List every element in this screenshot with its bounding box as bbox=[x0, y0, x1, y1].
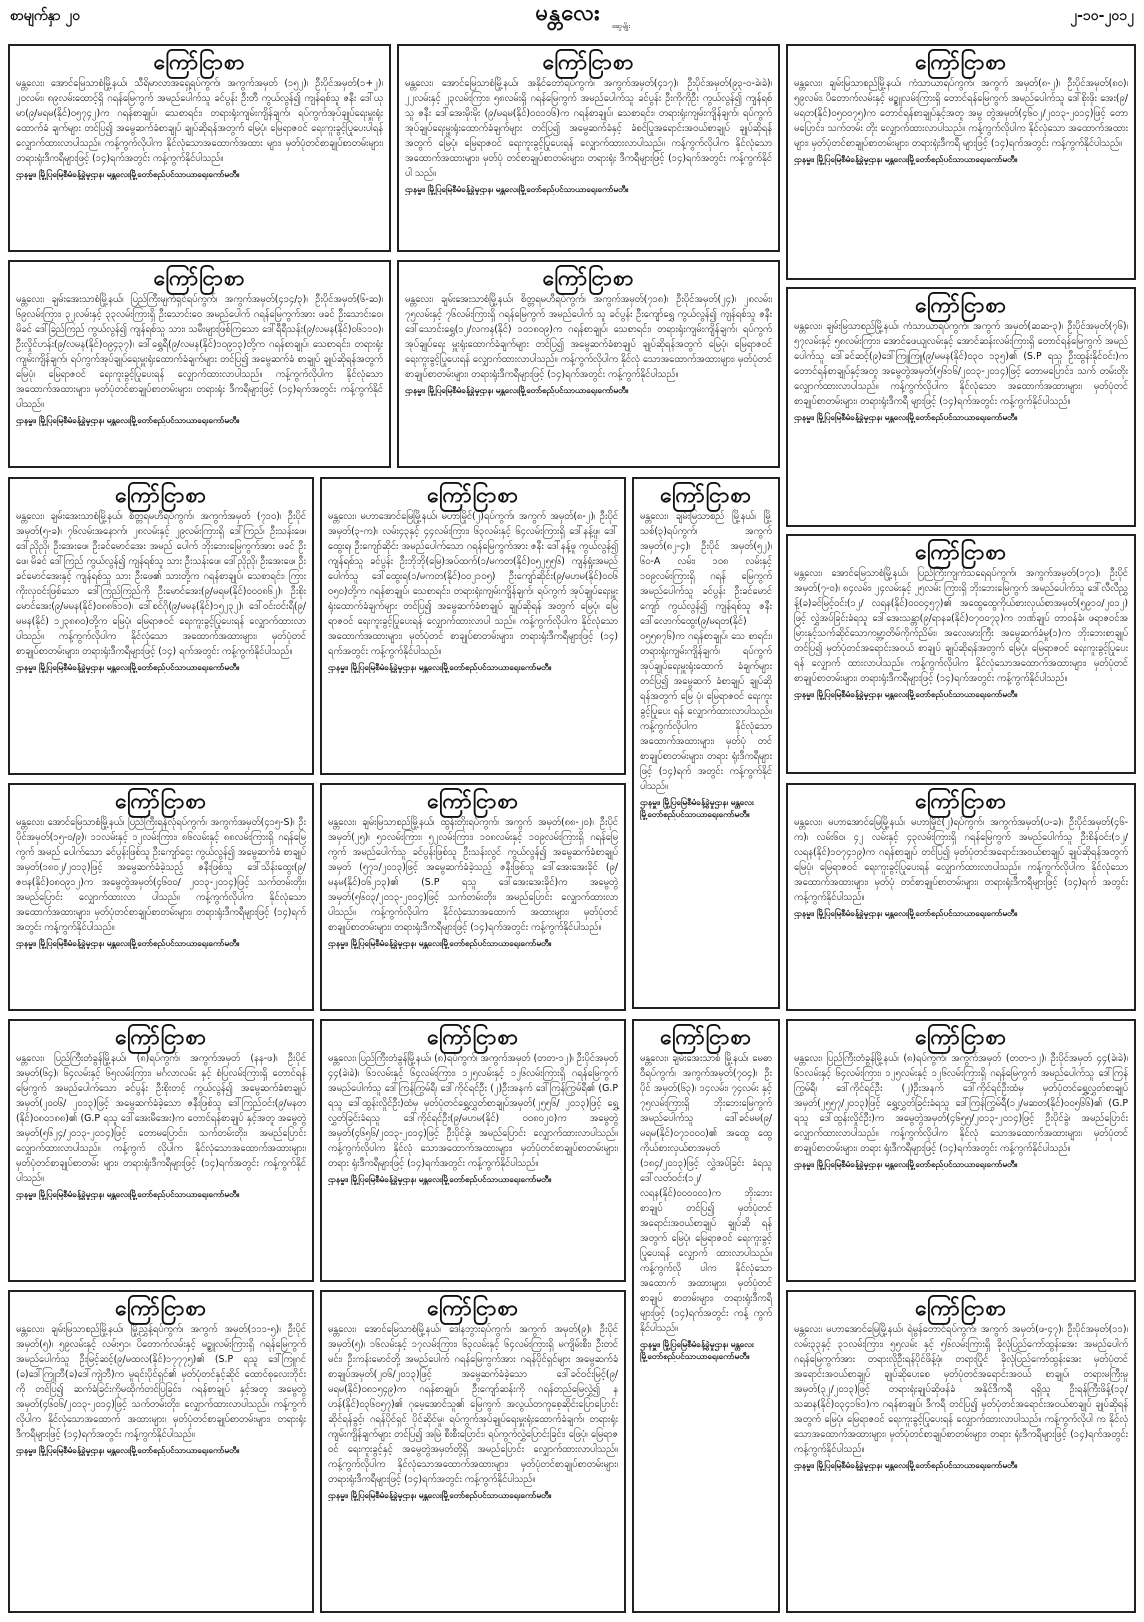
notice-card bbox=[632, 1019, 780, 1613]
notice-title: ကြော်ငြာစာ bbox=[427, 483, 519, 507]
notice-card bbox=[397, 44, 780, 252]
page-number: စာမျက်နှာ ၂၀ bbox=[10, 8, 81, 24]
notice-signature: ဌာနမှူး၊ မြို့ပြမြေစီမံခန့်ခွဲမှုဌာန၊ မန္တလေးမြို့တော်စည်ပင်သာယာရေးကော်မတီ။ bbox=[794, 908, 1018, 918]
notice-title: ကြော်ငြာစာ bbox=[115, 789, 207, 813]
issue-date: ၂-၁၀-၂၀၁၂ bbox=[1070, 8, 1134, 24]
notice-body: မန္တလေး၊ ချမ်းအေးသာစံမြို့နယ်၊ စိတ္တရမဟီရပ်ကွက်၊ အကွက်အမှတ်(၇၁၈)၊ ဦးပိုင်အမှတ်(၂၄)၊ ၂၈လမ်း၊ ၇၅လမ်းနှင့် ၇၆လမ်းကြားရှိ ဂရန်မြေကွက် အမည်ပေါက် သူ ခင်ပွန်း ဦးကျော်ရွှေ ကွယ်လွန်၍ ကျန်ရစ်သူ ဇနီး ဒေါ်သောင်းရွှေ(၁၂/လကန(နိုင်) ၁၀၁၈၀၉)က ဂရန်စာချုပ်၊ သေစာရင်း၊ တရားရုံးကျမ်းကျိန်ချက်၊ ရပ်ကွက်အုပ်ချုပ်ရေး မှူးရုံးထောက်ခံချက်များ တင်ပြ၍ အမွေဆက်ခံစာချုပ် ချုပ်ဆိုရန်အတွက် မြေပုံ၊ မြေရာဇဝင် ရေးကူးခွင့်ပြုပေးရန် လျှောက်ထားလာပါသည်။ ကန့်ကွက်လိုပါက နိုင်လုံ သောအထောက်အထားများ၊ မှတ်ပုံတင်စာချုပ်စာတမ်းများ၊ တရားရုံးဒီကရီများဖြင့် (၁၄)ရက်အတွင်း ကန့်ကွက်နိုင်ပါသည်။ bbox=[405, 294, 772, 380]
notice-card bbox=[320, 1019, 626, 1282]
notice-card bbox=[786, 1290, 1136, 1613]
notice-signature: ဌာနမှူး၊ မြို့ပြမြေစီမံခန့်ခွဲမှုဌာန၊ မန္တလေးမြို့တော်စည်ပင်သာယာရေးကော်မတီ။ bbox=[16, 1189, 240, 1199]
notice-card bbox=[632, 477, 780, 1009]
notice-signature: ဌာနမှူး၊ မြို့ပြမြေစီမံခန့်ခွဲမှုဌာန၊ မန္တလေးမြို့တော်စည်ပင်သာယာရေးကော်မတီ။ bbox=[794, 1159, 1018, 1169]
notice-title: ကြော်ငြာစာ bbox=[153, 266, 246, 290]
notice-signature: ဌာနမှူး၊ မြို့ပြမြေစီမံခန့်ခွဲမှုဌာန၊ မန္တလေးမြို့တော်စည်ပင်သာယာရေးကော်မတီ။ bbox=[640, 1339, 754, 1361]
notice-card bbox=[8, 260, 391, 468]
notice-card bbox=[320, 477, 626, 775]
notice-body: မန္တလေး၊ အောင်မြေသာစံမြို့နယ်၊ သီရိမာလာအရှေ့ရပ်ကွက်၊ အကွက်အမှတ် (၁၅၂)၊ ဦးပိုင်အမှတ်(၁+၂)၊ ၂၀လမ်း၊ ၈၉လမ်းထောင့်ရှိ ဂရန်မြေကွက် အမည်ပေါက်သူ ခင်ပွန်း ဦးတီ ကွယ်လွန်၍ ကျန်ရစ်သူ ဇနီး ဒေါ်ယုမာ(၉/မရမ(နိုင်)၀၅၇၄၂)က ဂရန်စာချုပ်၊ သေစာရင်း၊ တရားရုံးကျမ်းကျိန်ချက်၊ ရပ်ကွက်အုပ်ချုပ်ရေးမှူးရုံးထောက်ခံ ချက်များ တင်ပြ၍ အမွေဆက်ခံစာချုပ် ချုပ်ဆိုရန်အတွက် မြေပုံ၊ မြေရာဇဝင် ရေးကူးခွင့်ပြုပေးပါရန် လျှောက်ထားလာပါသည်။ ကန့်ကွက်လိုပါက နိုင်လုံသောအထောက်အထား များ၊ မှတ်ပုံတင်စာချုပ်စာတမ်းများ၊ တရားရုံးဒီကရီများဖြင့် (၁၄)ရက်အတွင်း ကန့်ကွက်နိုင်ပါသည်။ bbox=[16, 78, 383, 164]
notice-body: မန္တလေး၊ ချမ်းမြသာစည် မြို့နယ်၊ မြို့သစ်(၃)ရပ်ကွက်၊ အကွက်အမှတ်(၈၂-၄)၊ ဦးပိုင် အမှတ်(၅၂)၊ ၆၀-A လမ်း၊ ၁၀၈ လမ်းနှင့် ၁၀၉လမ်းကြားရှိ ဂရန် မြေကွက် အမည်ပေါက်သူ ခင်ပွန်း ဦးခင်မောင်ကျော် ကွယ်လွန်၍ ကျန်ရစ်သူ ဇနီး ဒေါ်လောက်ထွေး(၉/မရတ(နိုင်) ၀၅၅၈၇၆)က ဂရန်စာချုပ်၊ သေ စာရင်း၊ တရားရုံးကျမ်းကျိန်ချက်၊ ရပ်ကွက်အုပ်ချုပ်ရေးမှူးရုံးထောက် ခံချက်များ တင်ပြ၍ အမွေဆက် ခံစာချုပ် ချုပ်ဆိုရန်အတွက် မြေ ပုံ၊ မြေရာဇဝင် ရေးကူးခွင့်ပြုပေး ရန် လျှောက်ထားလာပါသည်။ ကန့်ကွက်လိုပါက နိုင်လုံသော အထောက်အထားများ၊ မှတ်ပုံ တင်စာချုပ်စာတမ်းများ၊ တရား ရုံးဒီကရီများဖြင့် (၁၄)ရက် အတွင်း ကန့်ကွက်နိုင်ပါသည်။ bbox=[640, 511, 772, 792]
newspaper-logo bbox=[498, 0, 638, 32]
notice-title: ကြော်ငြာစာ bbox=[115, 1296, 207, 1320]
notice-title: ကြော်ငြာစာ bbox=[153, 50, 246, 74]
masthead bbox=[0, 0, 1144, 34]
notice-body: မန္တလေး၊ မဟာအောင်မြေမြို့နယ်၊ မဟာမြိုင်(၂)ရပ်ကွက်၊ အကွက် အမှတ်(၈-၂)၊ ဦးပိုင်အမှတ်(၃-က)၊ လမ်း၄၃နှင့် ၄၄လမ်းကြား၊ ၆၃လမ်းနှင့် ၆၄လမ်းကြားရှိ ဒေါ်နန့်ဖူ၊ ဒေါ်ထွေးရ၊ ဦးကျော်ဆိုင်း အမည်ပေါက်သော ဂရန်မြေကွက်အား ဇနီး ဒေါ်နန့်ဖူ ကွယ်လွန်၍ ကျန်ရစ်သူ ခင်ပွန်း ဦးဘိုဘို(မြေ)အပ်ထက်(၁/မကတ(နိုင်)၀၅၂၅၅၆) ကျန်ရှုံးအမည်ပေါက်သူ ဒေါ်ထွေးရ(၁/မကတ(နိုင်)၀၀၂၁၀၅) ဦးကျော်ဆိုင်း(၉/မဟမ(နိုင်)၀၀၆ ၀၅၀)တို့က ဂရန်စာချုပ်၊ သေစာရင်း၊ တရားရုံးကျမ်းကျိန်ချက်၊ ရပ်ကွက် အုပ်ချုပ်ရေးမှူးရုံးထောက်ခံချက်များ တင်ပြ၍ အမွေဆက်ခံစာချုပ် ချုပ်ဆိုရန် အတွက် မြေပုံ၊ မြေ ရာဇဝင် ရေးကူးခွင့်ပြုပေးရန် လျှောက်ထားလာပါ သည်။ ကန့်ကွက်လိုပါက နိုင်လုံသောအထောက်အထားများ၊ မှတ်ပုံတင် စာချုပ်စာတမ်းများ၊ တရားရုံးဒီကရီများဖြင့် (၁၄) ရက်အတွင်း ကန့်ကွက်နိုင်ပါသည်။ bbox=[328, 511, 618, 657]
notice-title: ကြော်ငြာစာ bbox=[915, 293, 1007, 317]
notice-title: ကြော်ငြာစာ bbox=[660, 1025, 752, 1049]
notice-signature: ဌာနမှူး၊ မြို့ပြမြေစီမံခန့်ခွဲမှုဌာန၊ မန္တလေးမြို့တော်စည်ပင်သာယာရေးကော်မတီ။ bbox=[794, 1460, 1018, 1470]
notice-card bbox=[397, 260, 780, 468]
notice-title: ကြော်ငြာစာ bbox=[542, 266, 635, 290]
notice-card bbox=[8, 44, 391, 252]
notice-title: ကြော်ငြာစာ bbox=[115, 483, 207, 507]
notice-card bbox=[786, 44, 1136, 280]
notice-body: မန္တလေး၊ အောင်မြေသာစံမြို့နယ်၊ အနိုင်တော်ရပ်ကွက်၊ အကွက်အမှတ်(၄၁၇)၊ ဦးပိုင်အမှတ်(၉၃-ဝ-ခဲ၊ခဲ)၊ ၂၂လမ်းနှင့် ၂၃လမ်းကြား၊ ၅၈လမ်းရှိ ဂရန်မြေကွက် အမည်ပေါက်သူ ခင်ပွန်း ဦးကိုကိုဦး ကွယ်လွန်၍ ကျန်ရစ်သူ ဇနီး ဒေါ်အေးမိုးမိုး (၉/မရမ(နိုင်)၀၀၁၀၆)က ဂရန်စာချုပ်၊ သေစာရင်း၊ တရားရုံးကျမ်းကျိန်ချက်၊ ရပ်ကွက်အုပ်ချုပ်ရေးမှူးရုံးထောက်ခံချက်များ တင်ပြ၍ အမွေဆက်ခံနှင့် ခံစင်ပြုအရောင်းအဝယ်စာချုပ် ချုပ်ဆိုရန်အတွက် မြေပုံ၊ မြေရာဇဝင် ရေးကူးခွင့်ပြုပေးရန် လျှောက်ထားလာပါသည်။ ကန့်ကွက်လိုပါက နိုင်လုံသောအထောက်အထားများ၊ မှတ်ပုံ တင်စာချုပ်စာတမ်းများ၊ တရားရုံး ဒီကရီများဖြင့် (၁၄)ရက်အတွင်း ကန့်ကွက်နိုင်ပါ သည်။ bbox=[405, 78, 772, 179]
notice-body: မန္တလေး၊ ပြည်ကြီးတံခွန်မြို့နယ်၊ (၈)ရပ်ကွက်၊ အကွက်အမှတ် (တတ-၁၂)၊ ဦးပိုင်အမှတ် ၄၄(ခဲ၊ခဲ)၊ ၆၁လမ်းနှင့် ၆၄လမ်းကြား၊ ၁၂၅လမ်းနှင့် ၁၂၆လမ်းကြားရှိ ဂရန်မြေကွက် အမည်ပေါက်သူ ဒေါ်ကြန်ကြွမ်ရီ၊ ဒေါ်ကိုင်ရင်ဦး (၂)ဦးအနက် ဒေါ်ကြန်ကြွမ်ရီ၏ (G.P ရသူ ဒေါ်ထွန်းလှိုင်ဦး)ထံမှ မှတ်ပုံတင်ရွှေ့လွှတ်စာချုပ်အမှတ်(၂၅၅၆/ ၂၀၁၃)ဖြင့် ရွှေ့လွှတ်ခြင်းခံရသူ ဒေါ်ကိုင်ရင်ဦး(၉/မဟမ(နိုင်) ၀၀၈၀၂၀)က အမွေတွဲအမှတ်(၄၆၅၆/၂၀၁၃-၂၀၁၄)ဖြင့် ဦးပိုင်ခွဲ၊ အမည်ပြောင်း လျှောက်ထားလာပါသည်။ ကန့်ကွက်လိုပါက နိုင်လုံ သောအထောက်အထားများ၊ မှတ်ပုံတင်စာချုပ်စာတမ်းများ၊ တရား ရုံးဒီကရီများဖြင့် (၁၄)ရက်အတွင်း ကန့်ကွက်နိုင်ပါသည်။ bbox=[328, 1053, 618, 1169]
logo-subtext: ဆွေမျိုး bbox=[611, 22, 630, 30]
notice-body: မန္တလေး၊ ပြည်ကြီးတံခွန်မြို့နယ်၊ (၈)ရပ်ကွက်၊ အကွက်အမှတ် (တတ-၁၂)၊ ဦးပိုင်အမှတ် ၄၄(ခဲ၊ခဲ)၊ ၆၁လမ်းနှင့် ၆၄လမ်းကြား၊ ၁၂၅လမ်းနှင့် ၁၂၆လမ်းကြားရှိ ဂရန်မြေကွက် အမည်ပေါက်သူ ဒေါ်ကြန်ကြွမ်ရီ၊ ဒေါ်ကိုင်ရင်ဦး (၂)ဦးအနက် ဒေါ်ကိုင်ရင်ဦးထံမှ မှတ်ပုံတင်ရွှေ့လွှတ်စာချုပ်အမှတ်(၂၅၅၇/၂၀၁၃)ဖြင့် ရွှေ့လွှတ်ခြင်းခံရသူ ဒေါ်ကြန်ကြွမ်ရီ(၁၂/မဆတ(နိုင်)၀၀၅၆၆)၏ (G.P ရသူ ဒေါ်ထွန်းလှိုင်ဦး)က အမွေတွဲအမှတ်(၄၆၅၅/၂၀၁၃-၂၀၁၄)ဖြင့် ဦးပိုင်ခွဲ၊ အမည်ပြောင်း လျှောက်ထားလာပါသည်။ ကန့်ကွက်လိုပါက နိုင်လုံ သောအထောက်အထားများ၊ မှတ်ပုံတင်စာချုပ်စာတမ်းများ၊ တရား ရုံးဒီကရီများဖြင့် (၁၄)ရက်အတွင်း ကန့်ကွက်နိုင်ပါသည်။ bbox=[794, 1053, 1128, 1154]
notice-title: ကြော်ငြာစာ bbox=[427, 789, 519, 813]
notice-body: မန္တလေး၊ ချမ်းမြသာစည်မြို့နယ်၊ ထွန်းတိုးရပ်ကွက်၊ အကွက် အမှတ်(၈၈-၂၀)၊ ဦးပိုင်အမှတ်(၂၅)၊ ၅၁လမ်းကြား၊ ၅၂လမ်းကြား၊ ၁၀၈လမ်းနှင့် ၁၀၉လမ်းကြားရှိ ဂရန်မြေကွက် အမည်ပေါက်သူ ခင်ပွန်းဖြစ်သူ ဦးသန်းလွင် ကွယ်လွန်၍ အမွေဆက်ခံစာချုပ်အမှတ် (၅၇၁/၂၀၁၃)ဖြင့် အမွေဆက်ခံခဲ့သည့် ဇနီးဖြစ်သူ ဒေါ်အေးအေးခိုင် (၉/မနမ(နိုင်)၀၆၂၁၃)၏ (S.P ရသူ ဒေါ်အေးအေးခိုင်)က အမွေတွဲ အမှတ်(၅၆၀၃/၂၀၁၃-၂၀၁၄)ဖြင့် သက်တမ်းတိုး၊ အမည်ပြောင်း လျှောက်ထားလာပါသည်။ ကန့်ကွက်လိုပါက နိုင်လုံသောအထောက် အထားများ၊ မှတ်ပုံတင်စာချုပ်စာတမ်းများ၊ တရားရုံးဒီကရီများဖြင့် (၁၄)ရက်အတွင်း ကန့်ကွက်နိုင်ပါသည်။ bbox=[328, 817, 618, 933]
notice-title: ကြော်ငြာစာ bbox=[915, 50, 1007, 74]
notice-signature: ဌာနမှူး၊ မြို့ပြမြေစီမံခန့်ခွဲမှုဌာန၊ မန္တလေးမြို့တော်စည်ပင်သာယာရေးကော်မတီ။ bbox=[16, 169, 240, 179]
notice-signature: ဌာနမှူး၊ မြို့ပြမြေစီမံခန့်ခွဲမှုဌာန၊ မန္တလေးမြို့တော်စည်ပင်သာယာရေးကော်မတီ။ bbox=[405, 184, 629, 194]
notice-signature: ဌာနမှူး၊ မြို့ပြမြေစီမံခန့်ခွဲမှုဌာန၊ မန္တလေးမြို့တော်စည်ပင်သာယာရေးကော်မတီ။ bbox=[640, 797, 754, 819]
notice-body: မန္တလေး၊ ချမ်းအေးသာစံမြို့နယ်၊ ပြည်ကြီးမျက်ရှင်ရပ်ကွက်၊ အကွက်အမှတ်(၄၁၄/၃)၊ ဦးပိုင်အမှတ်(၆-ဆ)၊ ၆၉လမ်းကြား၊ ၃၂လမ်းနှင့် ၃၃လမ်းကြားရှိ ဦးသောင်းဝေ အမည်ပေါက် ဂရန်မြေကွက်အား ဖခင် ဦးသောင်းဝေ၊ မိခင် ဒေါ်ခြည်ကြည် ကွယ်လွန်၍ ကျန်ရစ်သူ သား၊ သမီးများဖြစ်ကြသော ဒေါ်ရီရီသန်း(၉/လမန(နိုင်)၀၆၁၁၀)၊ ဦးလှိုင်ဟန်း(၉/လမန(နိုင်)၀၉၄၃၇)၊ ဒေါ်ရွှေရီ(၉/လမန(နိုင်)၁၀၉၁၃)တို့က ဂရန်စာချုပ်၊ သေစာရင်း၊ တရားရုံးကျမ်းကျိန်ချက်၊ ရပ်ကွက်အုပ်ချုပ်ရေးမှူးရုံးထောက်ခံချက်များ တင်ပြ၍ အမွေဆက်ခံ စာချုပ် ချုပ်ဆိုရန်အတွက် မြေပုံ၊ မြေရာဇဝင် ရေးကူးခွင့်ပြုပေးရန် လျှောက်ထားလာပါသည်။ ကန့်ကွက်လိုပါက နိုင်လုံသောအထောက်အထားများ၊ မှတ်ပုံတင်စာချုပ်စာတမ်းများ၊ တရားရုံး ဒီကရီများဖြင့် (၁၄)ရက်အတွင်း ကန့်ကွက်နိုင်ပါသည်။ bbox=[16, 294, 383, 410]
notice-card bbox=[786, 534, 1136, 774]
notice-signature: ဌာနမှူး၊ မြို့ပြမြေစီမံခန့်ခွဲမှုဌာန၊ မန္တလေးမြို့တော်စည်ပင်သာယာရေးကော်မတီ။ bbox=[405, 385, 629, 395]
notice-signature: ဌာနမှူး၊ မြို့ပြမြေစီမံခန့်ခွဲမှုဌာန၊ မန္တလေးမြို့တော်စည်ပင်သာယာရေးကော်မတီ။ bbox=[328, 1490, 552, 1500]
notice-body: မန္တလေး၊ ချမ်းမြသာစည်မြို့နယ်၊ ကံသာယာရပ်ကွက်၊ အကွက် အမှတ်(၈-၂)၊ ဦးပိုင်အမှတ်(၈၀)၊ ၅၉လမ်း၊ ပိတောက်လမ်းနှင့် မဥ္စူလမ်းကြားရှိ တောင်ရန်မြေကွက် အမည်ပေါက်သူ ဒေါ်စိုးဖိုး အေး(၉/မရတ(နိုင်)၀၅၀၀၇၅)က တောင်ရန်စာချုပ်နှင့်အတူ အမွ တွဲအမှတ်(၄၆၀၂/၂၀၁၃-၂၀၁၄)ဖြင့် တောမပြောင်း၊ သက်တမ်း တိုး လျှောက်ထားလာပါသည်။ ကန့်ကွက်လိုပါက နိုင်လုံသော အထောက်အထားများ၊ မှတ်ပုံတင်စာချုပ်စာတမ်းများ၊ တရားရုံးဒီကရီ များဖြင့် (၁၄)ရက်အတွင်း ကန့်ကွက်နိုင်ပါသည်။ bbox=[794, 78, 1128, 149]
notice-title: ကြော်ငြာစာ bbox=[915, 1025, 1007, 1049]
notice-body: မန္တလေး၊ ချမ်းမြသာစည်မြို့နယ်၊ ကံသာယာရပ်ကွက်၊ အကွက် အမှတ်(ဆဆ-၃)၊ ဦးပိုင်အမှတ်(၇၆)၊ ၅၇လမ်းနှင့် ၅၈လမ်းကြား၊ အောင်ဖေယျလမ်းနှင့် အောင်ဆန်းလမ်းကြားရှိ တောင်ရန်မြေကွက် အမည်ပေါက်သူ ဒေါ်ခင်ဆင့်(၉)ဒေါ်ကြူကြူ(၉/မမန(နိုင်)၀၃၀ ၁၃၅)၏ (S.P ရသူ ဦးထွန်းနိုင်ဝင်း)က တောင်ရန်စာချုပ်နှင့်အတူ အမွေတွဲအမှတ်(၅၆၁၆/၂၀၁၃-၂၀၁၄)ဖြင့် တောမပြောင်း၊ သက် တမ်းတိုး လျှောက်ထားလာပါသည်။ ကန့်ကွက်လိုပါက နိုင်လုံသော အထောက်အထားများ၊ မှတ်ပုံတင်စာချုပ်စာတမ်းများ၊ တရားရုံးဒီကရီ များဖြင့် (၁၄)ရက်အတွင်း ကန့်ကွက်နိုင်ပါသည်။ bbox=[794, 321, 1128, 407]
notice-card bbox=[8, 1019, 314, 1282]
notice-card bbox=[786, 287, 1136, 527]
notice-card bbox=[8, 783, 314, 1011]
notice-signature: ဌာနမှူး၊ မြို့ပြမြေစီမံခန့်ခွဲမှုဌာန၊ မန္တလေးမြို့တော်စည်ပင်သာယာရေးကော်မတီ။ bbox=[794, 412, 1018, 422]
notice-card bbox=[8, 1290, 314, 1613]
notice-title: ကြော်ငြာစာ bbox=[915, 540, 1007, 564]
notice-signature: ဌာနမှူး၊ မြို့ပြမြေစီမံခန့်ခွဲမှုဌာန၊ မန္တလေးမြို့တော်စည်ပင်သာယာရေးကော်မတီ။ bbox=[16, 1445, 240, 1455]
notice-body: မန္တလေး၊ ချမ်းအေးသာစံ မြို့နယ်၊ မေဓာဝီရပ်ကွက်၊ အကွက်အမှတ်(၇၀၄)၊ ဦးပိုင် အမှတ်(၆၃)၊ ၁၄လမ်း၊ ၇၄လမ်း နှင့် ၇၅လမ်းကြားရှိ ဘိုးဘေးမြေကွက် အမည်ပေါက်သူ ဒေါ်ခင်မမ(၉/ မရမ(နိုင်)၀၇၁၀၀၀)၏ အထွေ ထွေကိုယ်စားလှယ်စာအမှတ် (၁၈၄/၂၀၁၃)ဖြင့် လွှဲအပ်ခြင်း ခံရသူ ဒေါ်လတ်ဝင်း(၁၂/ လရန(နိုင်)၀၀၀၀၀၁)က ဘိုးဘေး စာချုပ် တင်ပြ၍ မှတ်ပုံတင် အရောင်းအဝယ်စာချုပ် ချုပ်ဆို ရန်အတွက် မြေပုံ၊ မြေရာဇဝင် ရေးကူးခွင့်ပြုပေးရန် လျှောက် ထားလာပါသည်။ ကန့်ကွက်လို ပါက နိုင်လုံသောအထောက် အထားများ၊ မှတ်ပုံတင်စာချုပ် စာတမ်းများ၊ တရားရုံးဒီကရီ များဖြင့် (၁၄)ရက်အတွင်း ကန့် ကွက်နိုင်ပါသည်။ bbox=[640, 1053, 772, 1334]
notice-signature: ဌာနမှူး၊ မြို့ပြမြေစီမံခန့်ခွဲမှုဌာန၊ မန္တလေးမြို့တော်စည်ပင်သာယာရေးကော်မတီ။ bbox=[328, 662, 552, 672]
notice-body: မန္တလေး၊ ချမ်းအေးသာစံမြို့နယ်၊ စိတ္တရမဟီရပ်ကွက်၊ အကွက်အမှတ် (၇၁၀)၊ ဦးပိုင်အမှတ်(၅-ခ)၊ ၇၆လမ်းအနောက်၊ ၂၈လမ်းနှင့် ၂၉လမ်းကြားရှိ ဒေါ်ကြည်၊ ဦးသန်းဖေ၊ ဒေါ်ညိုညို၊ ဦးအေးဖေ၊ ဦးခင်မောင်အေး အမည် ပေါက် ဘိုးဘေးမြေကွက်အား ဖခင် ဦးဖေ၊ မိခင် ဒေါ်ကြည် ကွယ်လွန်၍ ကျန်ရစ်သူ သား ဦးသန်းဖေ၊ ဒေါ်ညိုညို၊ ဦးအေးဖေ၊ ဦးခင်မောင်အေးနှင့် ကျန်ရစ်သူ သား ဦးဖေ၏ သားတို့က ဂရန်စာချုပ်၊ သေစာရင်း၊ ကြားကိုးလှဝင်းဖြစ်သော ဒေါ်ကြည်ကြည်ကို ဦးမောင်အေး(၉/မရမ(နိုင်)၀၀၀၈၆၂)၊ ဦးစိုးမောင်အေး(၉/မမန(နိုင်)၀၈၈၆၁၀)၊ ဒေါ်စင်ဂို(၉/မမန(နိုင်)၁၅၂၃၂)၊ ဒေါ်ဝင်းဝင်းရီ(၉/မမန(နိုင်) ၁၂၃၈၈၀)တို့က မြေပုံ၊ မြေရာဇဝင် ရေးကူးခွင့်ပြုပေးရန် လျှောက်ထားလာပါသည်။ ကန့်ကွက်လိုပါက နိုင်လုံသော အထောက်အထားများ၊ မှတ်ပုံတင်စာချုပ်စာတမ်းများ၊ တရားရုံးဒီကရီများဖြင့် (၁၄) ရက်အတွင်း ကန့်ကွက်နိုင်ပါသည်။ bbox=[16, 511, 306, 657]
notice-title: ကြော်ငြာစာ bbox=[427, 1025, 519, 1049]
notice-signature: ဌာနမှူး၊ မြို့ပြမြေစီမံခန့်ခွဲမှုဌာန၊ မန္တလေးမြို့တော်စည်ပင်သာယာရေးကော်မတီ။ bbox=[16, 938, 240, 948]
notice-card bbox=[786, 783, 1136, 1011]
notice-signature: ဌာနမှူး၊ မြို့ပြမြေစီမံခန့်ခွဲမှုဌာန၊ မန္တလေးမြို့တော်စည်ပင်သာယာရေးကော်မတီ။ bbox=[328, 1174, 552, 1184]
notice-title: ကြော်ငြာစာ bbox=[660, 483, 752, 507]
notice-title: ကြော်ငြာစာ bbox=[542, 50, 635, 74]
notice-signature: ဌာနမှူး၊ မြို့ပြမြေစီမံခန့်ခွဲမှုဌာန၊ မန္တလေးမြို့တော်စည်ပင်သာယာရေးကော်မတီ။ bbox=[328, 938, 552, 948]
notice-body: မန္တလေး၊ အောင်မြေသာစံမြို့နယ်၊ ပြည်ကြီးကျက်သရေရပ်ကွက်၊ အကွက်အမှတ်(၁၇၁)၊ ဦးပိုင်အမှတ်(၇-ဝ)၊ ၈၄လမ်း၊ ၂၄လမ်းနှင့် ၂၅လမ်း ကြားရှိ ဘိုးဘေးမြေကွက် အမည်ပေါက်သူ ဒေါ်လီလီညွှန့်(ခ)ခင်မြင့်ဝင်း(၁၂/ လရန(နိုင်)၀၀၀၄၅၇)၏ အထွေထွေကိုယ်စားလှယ်စာအမှတ်(၅၉၁၀/၂၀၁၂) ဖြင့် လွှဲအပ်ခြင်းခံရသူ ဒေါ်အေးသန္တာ(၉/ရာနခ(နိုင်)၀၇၀၀၇၃)က ဘဏ်ချုပ် တာဝန်ခံ၊ ဖရာဇဝင်အမြားနှင့်သက်ဆိုင်သောကမ္ဘာ့တိမ်ကိုက်ညိမ်း၊ အလေးမားကြီး အမွေဆက်ခံမှု(၁)က ဘိုးဘေးစာချုပ် တင်ပြ၍ မှတ်ပုံတင်အရောင်းအဝယ် စာချုပ် ချုပ်ဆိုရန်အတွက် မြေပုံ၊ မြေရာဇဝင် ရေးကူးခွင့်ပြုပေးရန် လျှောက် ထားလာပါသည်။ ကန့်ကွက်လိုပါက နိုင်လုံသောအထောက်အထားများ၊ မှတ်ပုံတင်စာချုပ်စာတမ်းများ၊ တရားရုံးဒီကရီများဖြင့် (၁၄)ရက်အတွင်း ကန့်ကွက်နိုင်ပါသည်။ bbox=[794, 568, 1128, 684]
notice-body: မန္တလေး၊ မဟာအောင်မြေမြို့နယ်၊ ရဲမွန်တောင်ရပ်ကွက်၊ အကွက် အမှတ်(ဖ-၄၇)၊ ဦးပိုင်အမှတ်(၁၁)၊ လမ်း၃၃နှင့် ၃၁လမ်းကြား၊ ၅၅လမ်း နှင့် ၅၆လမ်းကြားရှိ ခိုလုံပြည်ကော်ထွန်းအေး အမည်ပေါက်ဂရန်မြေကွက်အား တရားလိုဦးရန်ပိုင်ဖိန့်ဖုံ၊ တရားပြိုင် ခိုလုံပြည်ကော်ထွန်းအေး မှတ်ပုံတင် အရောင်းအဝယ်စာချုပ် ချုပ်ဆိုပေးစေ မှတ်ပုံတင်အရောင်းအဝယ် စာချုပ်၊ တရားမကြီးမှုအမှတ်(၃၂/၂၀၁၃)ဖြင့် တရားရုံးချုပ်ဆိုဖန်ခံ အနိုင်ဒီကရီ ရရှိသူ ဦးရန်ကြီးဖိန့်(၁၃/သဆန(နိုင်)၀၃၄၁၆၁)က ဂရန်စာချုပ်၊ ဒီကရီ တင်ပြ၍ မှတ်ပုံတင်အရောင်းအဝယ်စာချုပ် ချုပ်ဆိုရန်အတွက် မြေပုံ၊ မြေရာဇဝင် ရေးကူးခွင့်ပြုပေးရန် လျှောက်ထားလာပါသည်။ ကန့်ကွက်လိုပါ က နိုင်လုံသောအထောက်အထားများ၊ မှတ်ပုံတင်စာချုပ်စာတမ်းများ၊ တရား ရုံးဒီကရီများဖြင့် (၁၄)ရက်အတွင်း ကန့်ကွက်နိုင်ပါသည်။ bbox=[794, 1324, 1128, 1455]
notice-signature: ဌာနမှူး၊ မြို့ပြမြေစီမံခန့်ခွဲမှုဌာန၊ မန္တလေးမြို့တော်စည်ပင်သာယာရေးကော်မတီ။ bbox=[16, 415, 240, 425]
notice-title: ကြော်ငြာစာ bbox=[915, 1296, 1007, 1320]
notice-body: မန္တလေး၊ အောင်မြေသာစံမြို့နယ်၊ ဒေါနဘွားရပ်ကွက်၊ အကွက် အမှတ်(၉)၊ ဦးပိုင်အမှတ်(၅)၊ ၁၆လမ်းနှင့် ၁၇လမ်းကြား၊ ၆၃လမ်းနှင့် ၆၄လမ်းကြားရှိ မကျိမ်းစီး၊ ဦးတင်မင်း၊ ဦးကန်းမောင်တို့ အမည်ပေါက် ဂရန်မြေကွက်အား ဂရန်ပိုင်ရှင်များ အမွေဆက်ခံစာချုပ်အမှတ်(၂၀၆/၂၀၁၃)ဖြင့် အမွေဆက်ခံခဲ့သော ဒေါ်ခင်ဝင်းမြင့်(၉/မရမ(နိုင်)၀၈၁၅၄၉)က ဂရန်စာချုပ်၊ ဦးကျော်ဆန်းကို ဂရန်တည်မြေလွှဲ၍ နဟန်(နိုင်)၀၃၆၀၅၇)၏ ဂုမေ့အောင်သူ၏ မြေကွက် အလွယ်တကူစေ့ဆိုင်းပြောပြောင်းဆိုင်ရန်ခွင့်၊ ဂရန်ပိုင်ရှင် ပိုင်ဆိုင်မှု၊ ရပ်ကွက်အုပ်ချုပ်ရေးမှူးရုံးထောက်ခံချက်၊ တရားရုံးကျမ်းကျိန်ချက်များ တင်ပြ၍ အမြဲ စီးစီးပြောင်း၊ ရပ်ကွက်လွှဲပြောင်းခြင်း၊ ဖြေပုံ၊ မြေရာဇဝင် ရေးကူးခွင့်နှင့် အမွေတွဲအမှတ်တို့ရှိ အမည်ပြောင်း လျှောက်ထားလာပါသည်။ ကန့်ကွက်လိုပါက နိုင်လုံသောအထောက်အထားများ၊ မှတ်ပုံတင်စာချုပ်စာတမ်းများ၊ တရားရုံးဒီကရီများဖြင့် (၁၄)ရက်အတွင်း ကန့်ကွက်နိုင်ပါသည်။ bbox=[328, 1324, 618, 1485]
notice-card bbox=[320, 1290, 626, 1613]
notice-body: မန္တလေး၊ အောင်မြေသာစံမြို့နယ်၊ ပြည်ကြီးရန်လုံရပ်ကွက်၊ အကွက်အမှတ်(၄၁၅-S)၊ ဦးပိုင်အမှတ်(၁၅-ဝ/၉)၊ ၁၁လမ်းနှင့် ၁၂လမ်းကြား၊ ၈၆လမ်းနှင့် ၈၈လမ်းကြားရှိ ဂရန်မြေကွက် အမည် ပေါက်သော ခင်ပွန်းဖြစ်သူ ဦးကျော်ငွေး ကွယ်လွန်၍ အမွေဆက်ခံ စာချုပ်အမှတ်(၁၈၀၂/၂၀၁၃)ဖြင့် အမွေဆက်ခံခဲ့သည့် ဇနီးဖြစ်သူ ဒေါ်သိန်းထွေး(၉/ဇဗန(နိုင်)၀၈၀၉၁၂)က အမွေတွဲအမှတ်(၄၆၀၀/ ၂၀၁၃-၂၀၁၄)ဖြင့် သက်တမ်းတိုး၊ အမည်ပြောင်း လျှောက်ထားလာ ပါသည်။ ကန့်ကွက်လိုပါက နိုင်လုံသောအထောက်အထားများ၊ မှတ်ပုံတင်စာချုပ်စာတမ်းများ၊ တရားရုံးဒီကရီများဖြင့် (၁၄)ရက်အတွင်း ကန့်ကွက်နိုင်ပါသည်။ bbox=[16, 817, 306, 933]
notice-card bbox=[320, 783, 626, 1011]
notice-signature: ဌာနမှူး၊ မြို့ပြမြေစီမံခန့်ခွဲမှုဌာန၊ မန္တလေးမြို့တော်စည်ပင်သာယာရေးကော်မတီ။ bbox=[794, 154, 1018, 164]
logo-text: မန္တလေး bbox=[535, 0, 601, 26]
notice-card bbox=[8, 477, 314, 775]
notice-title: ကြော်ငြာစာ bbox=[915, 789, 1007, 813]
notice-body: မန္တလေး၊ မဟာအောင်မြေမြို့နယ်၊ မဟာမြိုင်(၂)ရပ်ကွက်၊ အကွက်အမှတ်(ပ-ခ)၊ ဦးပိုင်အမှတ်(၄၆-က)၊ လမ်း၆၀၊ ၄၂ လမ်းနှင့် ၄၃လမ်းကြားရှိ ဂရန်မြေကွက် အမည်ပေါက်သူ ဦးစိန်ဝင်း(၁၂/လရန(နိုင်)၁၀၇၄၁၉)က ဂရန်စာချုပ် တင်ပြ၍ မှတ်ပုံတင်အရောင်းအဝယ်စာချုပ် ချုပ်ဆိုရန်အတွက် မြေပုံ၊ မြေရာဇဝင် ရေးကူးခွင့်ပြုပေးရန် လျှောက်ထားလာပါသည်။ ကန့်ကွက်လိုပါက နိုင်လုံသောအထောက်အထားများ၊ မှတ်ပုံ တင်စာချုပ်စာတမ်းများ၊ တရားရုံးဒီကရီများဖြင့် (၁၄)ရက် အတွင်း ကန့်ကွက်နိုင်ပါသည်။ bbox=[794, 817, 1128, 903]
notice-body: မန္တလေး၊ ပြည်ကြီးတံခွန်မြို့နယ်၊ (၈)ရပ်ကွက်၊ အကွက်အမှတ် (နန-ဖ)၊ ဦးပိုင်အမှတ်(၆၄)၊ ၆၄လမ်းနှင့် ၆၅လမ်းကြား၊ မင်္ဂလာလမ်း နှင့် စံပြလမ်းကြားရှိ တောင်ရန်မြေကွက် အမည်ပေါက်သော ခင်ပွန်း ဦးစိုးတင့် ကွယ်လွန်၍ အမွေဆက်ခံစာချုပ်အမှတ်(၂၀၀၆/ ၂၀၁၃)ဖြင့် အမွေဆက်ခံခဲ့သော ဇနီးဖြစ်သူ ဒေါ်ကြည်ဝင်း(၉/မနတ (နိုင်)၀၈၀၁၈၈)၏ (G.P ရသူ ဒေါ်အေးမီအေး)က တောင်ရန်စာချုပ် နှင့်အတူ အမွေတွဲအမှတ်(၅၆၂၄/၂၀၁၃-၂၀၁၄)ဖြင့် တောမပြောင်း၊ သက်တမ်းတိုး၊ အမည်ပြောင်း လျှောက်ထားလာပါသည်။ ကန့်ကွက် လိုပါက နိုင်လုံသောအထောက်အထားများ၊ မှတ်ပုံတင်စာချုပ်စာတမ်း များ၊ တရားရုံးဒီကရီများဖြင့် (၁၄)ရက်အတွင်း ကန့်ကွက်နိုင် ပါသည်။ bbox=[16, 1053, 306, 1184]
notice-title: ကြော်ငြာစာ bbox=[427, 1296, 519, 1320]
notice-signature: ဌာနမှူး၊ မြို့ပြမြေစီမံခန့်ခွဲမှုဌာန၊ မန္တလေးမြို့တော်စည်ပင်သာယာရေးကော်မတီ။ bbox=[794, 689, 1018, 699]
notice-title: ကြော်ငြာစာ bbox=[115, 1025, 207, 1049]
notice-card bbox=[786, 1019, 1136, 1282]
notice-signature: ဌာနမှူး၊ မြို့ပြမြေစီမံခန့်ခွဲမှုဌာန၊ မန္တလေးမြို့တော်စည်ပင်သာယာရေးကော်မတီ။ bbox=[16, 662, 240, 672]
notice-body: မန္တလေး၊ ချမ်းမြသာစည်မြို့နယ်၊ မြို့ညွှန့်ရပ်ကွက်၊ အကွက် အမှတ်(၁၁၁-၅)၊ ဦးပိုင်အမှတ်(၅)၊ ၅၉လမ်းနှင့် လမ်း၅၁၊ ပိတောက်လမ်းနှင့် မဥ္စူလမ်းကြားရှိ ဂရန်မြေကွက် အမည်ပေါက်သူ ဦးမြင့်ဆင့်(၉/မထလ(နိုင်)၁၇၇၇၅)၏ (S.P ရသူ ဒေါ်ကြူဂင် (ခ)ဒေါ်ကြူဘီ(ခ)ဒေါ်ကျဲဘီ)က မူရင်းပိုင်ရှင်၏ မှတ်ပုံတင်နှင့်ဆိုင် ထောင်စုလေးဘိုင်းကို တင်ပြ၍ ဆက်ခံခြင်းကိုမထိုက်တင်ပြခြင်း၊ ဂရန်စာချုပ် နှင့်အတူ အမွေတွဲအမှတ်(၄၆၀၆/၂၀၁၃-၂၀၁၄)ဖြင့် သက်တမ်းတိုး၊ လျှောက်ထားလာပါသည်။ ကန့်ကွက်လိုပါက နိုင်လုံသောအထောက် အထားများ၊ မှတ်ပုံတင်စာချုပ်စာတမ်းများ၊ တရားရုံးဒီကရီများဖြင့် (၁၄)ရက်အတွင်း ကန့်ကွက်နိုင်ပါသည်။ bbox=[16, 1324, 306, 1440]
